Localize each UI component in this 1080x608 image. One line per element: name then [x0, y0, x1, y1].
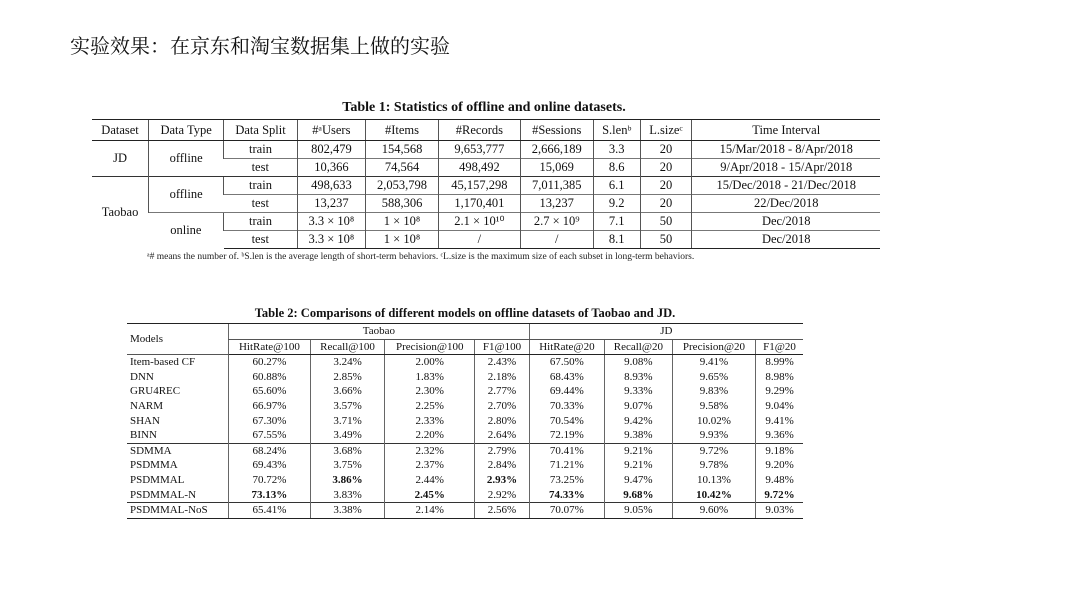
- table-row: [92, 141, 880, 159]
- sessions-cell: 2.7 × 10⁹: [520, 213, 593, 231]
- header-slen: S.lenᵇ: [593, 120, 640, 141]
- header-time-interval: Time Interval: [692, 120, 880, 141]
- metric-value-cell: 9.65 %: [672, 370, 755, 385]
- metric-value-cell: 2.85 %: [310, 370, 384, 385]
- group-jd: JD: [529, 324, 803, 340]
- users-cell: 802,479: [297, 141, 365, 159]
- metric-value-cell: 9.21 %: [604, 443, 672, 458]
- metric-value-cell: 2.30 %: [385, 384, 475, 399]
- table-row: [127, 355, 803, 370]
- metric-value-cell: 9.48 %: [756, 473, 803, 488]
- metric-value-cell: 2.93 %: [475, 473, 530, 488]
- metric-header: Precision@100: [385, 339, 475, 355]
- metric-value-cell: 69.43 %: [228, 458, 310, 473]
- metric-value-cell: 8.93 %: [604, 370, 672, 385]
- metric-value-cell: 2.33 %: [385, 414, 475, 429]
- interval-cell: Dec/2018: [692, 231, 880, 249]
- metric-value-cell: 9.41 %: [672, 355, 755, 370]
- metric-value-cell: 1.83 %: [385, 370, 475, 385]
- metric-value-cell: 10.02 %: [672, 414, 755, 429]
- table1-footnote: ᵃ# means the number of. ᵇS.len is the average length of short-term behaviors. ᶜL.size is the maximum size of each subset in long-term behaviors.: [147, 252, 695, 262]
- records-cell: 45,157,298: [439, 177, 520, 195]
- metric-value-cell: 70.07 %: [529, 503, 604, 519]
- items-cell: 1 × 10⁸: [365, 213, 438, 231]
- slide-title: 实验效果：在京东和淘宝数据集上做的实验: [70, 34, 450, 58]
- header-dataset: Dataset: [92, 120, 149, 141]
- metric-value-cell: 3.83 %: [310, 488, 384, 503]
- model-name-cell: PSDMMAL: [130, 473, 185, 486]
- table-row: [127, 384, 803, 399]
- metric-value-cell: 67.30 %: [228, 414, 310, 429]
- lsize-cell: 20: [640, 141, 692, 159]
- metric-value-cell: 2.92 %: [475, 488, 530, 503]
- metric-value-cell: 2.45 %: [385, 488, 475, 503]
- data-type-cell: online: [149, 213, 224, 249]
- table2-body: [127, 355, 803, 519]
- metric-value-cell: 9.20 %: [756, 458, 803, 473]
- header-users: #ᵃUsers: [297, 120, 365, 141]
- metric-value-cell: 2.44 %: [385, 473, 475, 488]
- records-cell: 2.1 × 10¹⁰: [439, 213, 520, 231]
- table-row: [127, 414, 803, 429]
- metric-value-cell: 9.72 %: [756, 488, 803, 503]
- slen-cell: 3.3: [593, 141, 640, 159]
- metric-value-cell: 73.25 %: [529, 473, 604, 488]
- metric-value-cell: 9.60 %: [672, 503, 755, 519]
- metric-header: HitRate@100: [228, 339, 310, 355]
- model-name-cell: BINN: [130, 429, 157, 442]
- slen-cell: 6.1: [593, 177, 640, 195]
- metric-value-cell: 2.84 %: [475, 458, 530, 473]
- table-row: [127, 503, 803, 519]
- header-data-type: Data Type: [149, 120, 224, 141]
- dataset-cell: Taobao: [92, 177, 149, 249]
- items-cell: 74,564: [365, 159, 438, 177]
- metric-value-cell: 9.21 %: [604, 458, 672, 473]
- metric-value-cell: 67.50 %: [529, 355, 604, 370]
- split-cell: test: [224, 159, 298, 177]
- table1-caption: Table 1: Statistics of offline and online datasets.: [342, 100, 626, 115]
- metric-value-cell: 9.29 %: [756, 384, 803, 399]
- metric-value-cell: 70.33 %: [529, 399, 604, 414]
- users-cell: 498,633: [297, 177, 365, 195]
- metric-value-cell: 2.25 %: [385, 399, 475, 414]
- model-name-cell: PSDMMAL-N: [130, 488, 197, 501]
- metric-header: Precision@20: [672, 339, 755, 355]
- slen-cell: 8.6: [593, 159, 640, 177]
- metric-value-cell: 3.66 %: [310, 384, 384, 399]
- items-cell: 588,306: [365, 195, 438, 213]
- metric-header: Recall@20: [604, 339, 672, 355]
- items-cell: 154,568: [365, 141, 438, 159]
- dataset-cell: JD: [113, 151, 127, 165]
- metric-value-cell: 9.18 %: [756, 443, 803, 458]
- lsize-cell: 50: [640, 213, 692, 231]
- model-name-cell: NARM: [130, 399, 164, 412]
- sessions-cell: 2,666,189: [520, 141, 593, 159]
- table-row: [127, 370, 803, 385]
- group-taobao: Taobao: [228, 324, 529, 340]
- metric-value-cell: 3.68 %: [310, 443, 384, 458]
- header-records: #Records: [439, 120, 520, 141]
- metric-value-cell: 3.57 %: [310, 399, 384, 414]
- slen-cell: 7.1: [593, 213, 640, 231]
- interval-cell: Dec/2018: [692, 213, 880, 231]
- table-row: [127, 443, 803, 458]
- model-name-cell: Item-based CF: [130, 356, 196, 369]
- header-items: #Items: [365, 120, 438, 141]
- items-cell: 2,053,798: [365, 177, 438, 195]
- metric-value-cell: 2.64 %: [475, 428, 530, 443]
- metric-value-cell: 70.72 %: [228, 473, 310, 488]
- metric-value-cell: 9.05 %: [604, 503, 672, 519]
- sessions-cell: 13,237: [520, 195, 593, 213]
- table-row: [127, 473, 803, 488]
- metric-value-cell: 9.42 %: [604, 414, 672, 429]
- metric-value-cell: 60.27 %: [228, 355, 310, 370]
- metric-value-cell: 9.36 %: [756, 428, 803, 443]
- table2-caption: Table 2: Comparisons of different models on offline datasets of Taobao and JD.: [254, 306, 676, 320]
- items-cell: 1 × 10⁸: [365, 231, 438, 249]
- metric-value-cell: 68.24 %: [228, 443, 310, 458]
- metric-value-cell: 8.99 %: [756, 355, 803, 370]
- metric-header: F1@20: [756, 339, 803, 355]
- metric-header: F1@100: [475, 339, 530, 355]
- records-cell: 9,653,777: [439, 141, 520, 159]
- header-models: Models: [127, 324, 228, 355]
- metric-value-cell: 3.49 %: [310, 428, 384, 443]
- metric-value-cell: 2.18 %: [475, 370, 530, 385]
- table1-header-row: [92, 120, 880, 141]
- metric-value-cell: 73.13 %: [228, 488, 310, 503]
- metric-header: Recall@100: [310, 339, 384, 355]
- metric-value-cell: 72.19 %: [529, 428, 604, 443]
- metric-value-cell: 60.88 %: [228, 370, 310, 385]
- metric-value-cell: 3.86 %: [310, 473, 384, 488]
- data-type-cell: offline: [149, 141, 224, 177]
- metric-value-cell: 9.04 %: [756, 399, 803, 414]
- metric-value-cell: 9.08 %: [604, 355, 672, 370]
- statistics-table: [92, 119, 880, 249]
- metric-value-cell: 66.97 %: [228, 399, 310, 414]
- table2-group-row: [127, 324, 803, 340]
- sessions-cell: 7,011,385: [520, 177, 593, 195]
- model-name-cell: DNN: [130, 370, 154, 383]
- model-name-cell: SDMMA: [127, 443, 228, 458]
- table-row: [127, 428, 803, 443]
- records-cell: /: [439, 231, 520, 249]
- table-row: [127, 488, 803, 503]
- metric-value-cell: 3.24 %: [310, 355, 384, 370]
- metric-value-cell: 9.93 %: [672, 428, 755, 443]
- comparison-table: [127, 323, 803, 519]
- metric-value-cell: 9.83 %: [672, 384, 755, 399]
- metric-value-cell: 71.21 %: [529, 458, 604, 473]
- table2-metric-row: [127, 339, 803, 355]
- metric-value-cell: 9.33 %: [604, 384, 672, 399]
- slen-cell: 9.2: [593, 195, 640, 213]
- metric-value-cell: 9.58 %: [672, 399, 755, 414]
- metric-value-cell: 9.07 %: [604, 399, 672, 414]
- metric-value-cell: 2.43 %: [475, 355, 530, 370]
- lsize-cell: 50: [640, 231, 692, 249]
- table-row: [92, 177, 880, 195]
- metric-value-cell: 67.55 %: [228, 428, 310, 443]
- data-type-cell: offline: [149, 177, 224, 213]
- header-lsize: L.sizeᶜ: [640, 120, 692, 141]
- metric-value-cell: 3.75 %: [310, 458, 384, 473]
- metric-value-cell: 68.43 %: [529, 370, 604, 385]
- table-row: [127, 399, 803, 414]
- model-name-cell: PSDMMA: [130, 459, 178, 472]
- metric-value-cell: 69.44 %: [529, 384, 604, 399]
- lsize-cell: 20: [640, 159, 692, 177]
- metric-value-cell: 3.71 %: [310, 414, 384, 429]
- interval-cell: 9/Apr/2018 - 15/Apr/2018: [692, 159, 880, 177]
- metric-value-cell: 9.68 %: [604, 488, 672, 503]
- metric-value-cell: 2.79 %: [475, 443, 530, 458]
- metric-value-cell: 9.78 %: [672, 458, 755, 473]
- metric-value-cell: 2.20 %: [385, 428, 475, 443]
- records-cell: 1,170,401: [439, 195, 520, 213]
- interval-cell: 15/Dec/2018 - 21/Dec/2018: [692, 177, 880, 195]
- table-row: [92, 213, 880, 231]
- metric-value-cell: 2.14 %: [385, 503, 475, 519]
- metric-value-cell: 2.77 %: [475, 384, 530, 399]
- model-name-cell: GRU4REC: [130, 385, 181, 398]
- metric-value-cell: 2.70 %: [475, 399, 530, 414]
- metric-value-cell: 9.72 %: [672, 443, 755, 458]
- users-cell: 3.3 × 10⁸: [297, 213, 365, 231]
- lsize-cell: 20: [640, 177, 692, 195]
- metric-value-cell: 9.03 %: [756, 503, 803, 519]
- metric-header: HitRate@20: [529, 339, 604, 355]
- split-cell: train: [224, 141, 298, 159]
- interval-cell: 22/Dec/2018: [692, 195, 880, 213]
- metric-value-cell: 2.80 %: [475, 414, 530, 429]
- metric-value-cell: 3.38 %: [310, 503, 384, 519]
- split-cell: train: [224, 213, 298, 231]
- split-cell: test: [224, 231, 298, 249]
- metric-value-cell: 9.47 %: [604, 473, 672, 488]
- records-cell: 498,492: [439, 159, 520, 177]
- model-name-cell: SHAN: [130, 414, 160, 427]
- metric-value-cell: 10.42 %: [672, 488, 755, 503]
- metric-value-cell: 65.60 %: [228, 384, 310, 399]
- metric-value-cell: 2.32 %: [385, 443, 475, 458]
- split-cell: test: [224, 195, 298, 213]
- metric-value-cell: 8.98 %: [756, 370, 803, 385]
- metric-value-cell: 2.37 %: [385, 458, 475, 473]
- metric-value-cell: 65.41 %: [228, 503, 310, 519]
- metric-value-cell: 70.41 %: [529, 443, 604, 458]
- sessions-cell: 15,069: [520, 159, 593, 177]
- users-cell: 13,237: [297, 195, 365, 213]
- metric-value-cell: 74.33 %: [529, 488, 604, 503]
- split-cell: train: [224, 177, 298, 195]
- metric-value-cell: 2.56 %: [475, 503, 530, 519]
- interval-cell: 15/Mar/2018 - 8/Apr/2018: [692, 141, 880, 159]
- users-cell: 3.3 × 10⁸: [297, 231, 365, 249]
- metric-value-cell: 2.00 %: [385, 355, 475, 370]
- header-data-split: Data Split: [224, 120, 298, 141]
- table-row: [127, 458, 803, 473]
- model-name-cell: PSDMMAL-NoS: [127, 503, 228, 519]
- lsize-cell: 20: [640, 195, 692, 213]
- metric-value-cell: 9.41 %: [756, 414, 803, 429]
- slen-cell: 8.1: [593, 231, 640, 249]
- metric-value-cell: 9.38 %: [604, 428, 672, 443]
- sessions-cell: /: [520, 231, 593, 249]
- users-cell: 10,366: [297, 159, 365, 177]
- metric-value-cell: 70.54 %: [529, 414, 604, 429]
- header-sessions: #Sessions: [520, 120, 593, 141]
- metric-value-cell: 10.13 %: [672, 473, 755, 488]
